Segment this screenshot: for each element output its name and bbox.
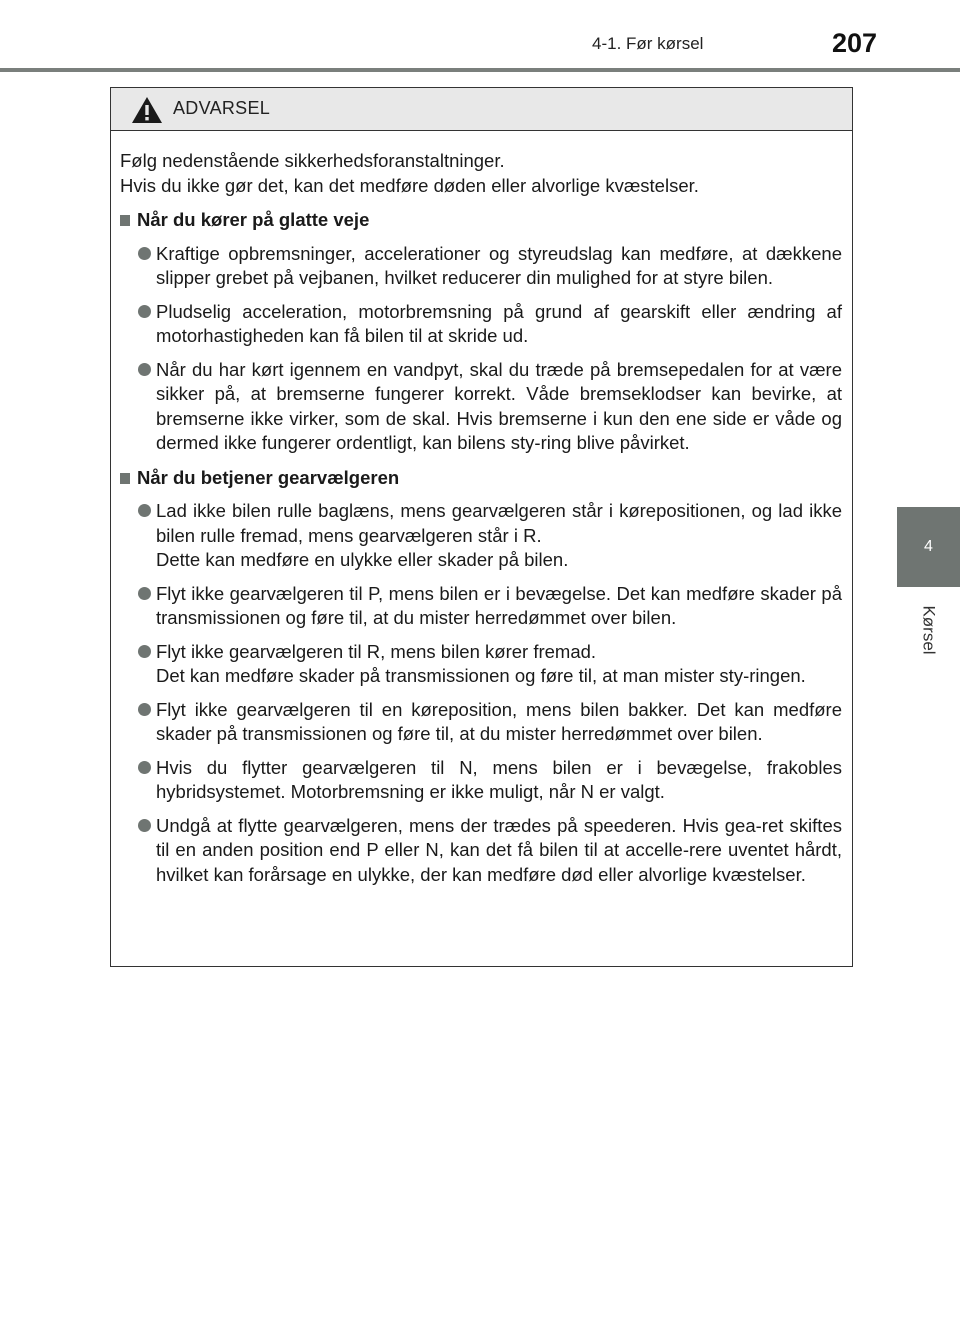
list-item — [120, 358, 842, 456]
section-heading-text: Når du kører på glatte veje — [137, 209, 370, 230]
list-item — [120, 242, 842, 291]
list-item-text: Dette kan medføre en ulykke eller skader på bilen. — [156, 549, 569, 570]
header-divider — [0, 68, 960, 72]
list-item-text: Hvis du flytter gearvælgeren til N, mens bilen er i bevægelse, frakobles hybridsystemet. Motorbremsning er ikke muligt, når N er valgt. — [156, 756, 842, 802]
chapter-tab — [897, 507, 960, 587]
circle-bullet-icon — [138, 703, 151, 716]
circle-bullet-icon — [138, 761, 151, 774]
warning-title: ADVARSEL — [173, 98, 271, 118]
circle-bullet-icon — [138, 247, 151, 260]
list-item-text: Flyt ikke gearvælgeren til P, mens bilen er i bevægelse. Det kan medføre skader på transmissionen og føre til, at du mister herredømmet over bilen. — [156, 582, 842, 628]
list-item-text: Flyt ikke gearvælgeren til R, mens bilen kører fremad. — [156, 640, 597, 662]
warning-box — [110, 87, 853, 967]
intro-line: Følg nedenstående sikkerhedsforanstaltninger. — [120, 150, 505, 171]
chapter-number: 4 — [924, 538, 933, 555]
warning-body — [111, 131, 852, 887]
circle-bullet-icon — [138, 587, 151, 600]
list-item-text: Det kan medføre skader på transmissionen og føre til, at man mister sty-ringen. — [156, 665, 806, 686]
section-heading-slippery-roads — [120, 208, 842, 233]
list-item — [120, 582, 842, 631]
section-title: 4-1. Før kørsel — [592, 34, 704, 53]
square-bullet-icon — [120, 473, 130, 484]
list-item-text: Kraftige opbremsninger, accelerationer og styreudslag kan medføre, at dækkene slipper grebet på vejbanen, hvilket reducerer din mulighed for at styre bilen. — [156, 242, 842, 288]
list-item — [120, 300, 842, 349]
square-bullet-icon — [120, 215, 130, 226]
list-item-text: Lad ikke bilen rulle baglæns, mens gearvælgeren står i kørepositionen, og lad ikke bilen rulle fremad, mens gearvælgeren står i R. — [156, 500, 842, 546]
chapter-label: Kørsel — [919, 605, 939, 655]
section-heading-text: Når du betjener gearvælgeren — [137, 466, 400, 488]
circle-bullet-icon — [138, 819, 151, 832]
circle-bullet-icon — [138, 305, 151, 318]
list-item — [120, 640, 842, 689]
warning-intro — [120, 149, 842, 198]
list-item-text: Flyt ikke gearvælgeren til en køreposition, mens bilen bakker. Det kan medføre skader på transmissionen og føre til, at du mister herredømmet over bilen. — [156, 698, 842, 744]
intro-line: Hvis du ikke gør det, kan det medføre døden eller alvorlige kvæstelser. — [120, 174, 699, 196]
list-item — [120, 756, 842, 805]
list-item — [120, 698, 842, 747]
page-number: 207 — [832, 28, 878, 58]
warning-triangle-icon — [131, 96, 163, 124]
circle-bullet-icon — [138, 363, 151, 376]
list-item — [120, 499, 842, 573]
circle-bullet-icon — [138, 645, 151, 658]
circle-bullet-icon — [138, 504, 151, 517]
warning-header — [111, 88, 852, 131]
list-item-text: Når du har kørt igennem en vandpyt, skal du træde på bremsepedalen for at være sikker på, at bremserne fungerer korrekt. Våde bremseklodser kan bevirke, at bremserne ikke virker, som de skal. Hvis bremserne i kun den ene side er våde og dermed ikke fungerer ordentligt, kan bilens sty-ring blive påvirket. — [156, 358, 842, 453]
list-item-text: Undgå at flytte gearvælgeren, mens der trædes på speederen. Hvis gea-ret skiftes til en anden position end P eller N, kan det få bilen til at accelle-rere uventet hårdt, hvilket kan forårsage en ulykke, der kan medføre død eller alvorlige kvæstelser. — [156, 814, 842, 885]
list-item-text: Pludselig acceleration, motorbremsning på grund af gearskift eller ændring af motorhastigheden kan få bilen til at skride ud. — [156, 300, 842, 346]
list-item — [120, 814, 842, 888]
chapter-label-container — [897, 595, 960, 665]
section-heading-gear-selector — [120, 466, 842, 491]
